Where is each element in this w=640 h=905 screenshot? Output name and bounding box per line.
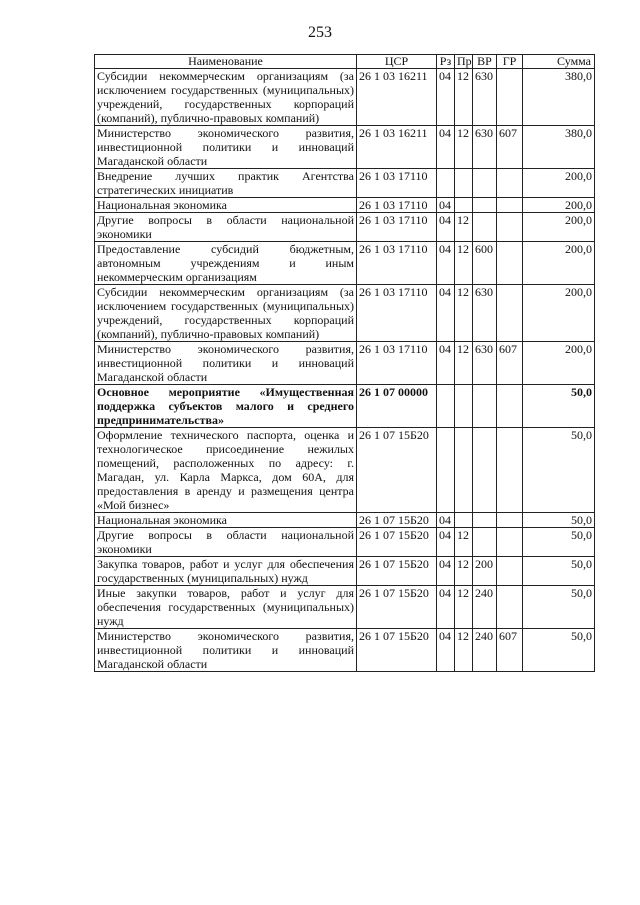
cell-csr: 26 1 03 17110 <box>357 342 437 385</box>
cell-rz: 04 <box>437 242 455 285</box>
cell-gr <box>497 213 523 242</box>
cell-pr: 12 <box>455 629 473 672</box>
cell-rz: 04 <box>437 586 455 629</box>
cell-csr: 26 1 03 17110 <box>357 198 437 213</box>
cell-name: Основное мероприятие «Имущественная поддержка субъектов малого и среднего предпринимательства» <box>95 385 357 428</box>
cell-vr: 240 <box>473 586 497 629</box>
cell-pr: 12 <box>455 242 473 285</box>
cell-csr: 26 1 07 15Б20 <box>357 586 437 629</box>
table-row <box>95 169 595 198</box>
cell-pr: 12 <box>455 586 473 629</box>
cell-rz: 04 <box>437 629 455 672</box>
cell-name: Иные закупки товаров, работ и услуг для обеспечения государственных (муниципальных) нужд <box>95 586 357 629</box>
cell-vr: 200 <box>473 557 497 586</box>
cell-rz: 04 <box>437 528 455 557</box>
cell-sum: 50,0 <box>523 428 595 513</box>
cell-gr <box>497 285 523 342</box>
cell-gr: 607 <box>497 342 523 385</box>
table-row <box>95 242 595 285</box>
cell-pr: 12 <box>455 69 473 126</box>
cell-sum: 50,0 <box>523 629 595 672</box>
cell-pr <box>455 385 473 428</box>
budget-table <box>94 54 595 672</box>
cell-vr: 630 <box>473 285 497 342</box>
cell-sum: 50,0 <box>523 513 595 528</box>
cell-csr: 26 1 03 17110 <box>357 213 437 242</box>
header-csr: ЦСР <box>357 55 437 69</box>
cell-vr: 630 <box>473 126 497 169</box>
cell-pr: 12 <box>455 126 473 169</box>
cell-vr: 630 <box>473 69 497 126</box>
cell-rz: 04 <box>437 285 455 342</box>
cell-name: Внедрение лучших практик Агентства стратегических инициатив <box>95 169 357 198</box>
cell-pr <box>455 169 473 198</box>
cell-pr <box>455 428 473 513</box>
cell-vr: 240 <box>473 629 497 672</box>
cell-vr: 600 <box>473 242 497 285</box>
table-row <box>95 629 595 672</box>
table-row <box>95 69 595 126</box>
cell-name: Министерство экономического развития, инвестиционной политики и инноваций Магаданской области <box>95 629 357 672</box>
cell-rz <box>437 169 455 198</box>
cell-rz: 04 <box>437 126 455 169</box>
cell-sum: 200,0 <box>523 169 595 198</box>
cell-sum: 200,0 <box>523 342 595 385</box>
cell-name: Министерство экономического развития, инвестиционной политики и инноваций Магаданской области <box>95 342 357 385</box>
cell-vr <box>473 385 497 428</box>
cell-sum: 50,0 <box>523 385 595 428</box>
table-row <box>95 198 595 213</box>
cell-pr: 12 <box>455 557 473 586</box>
cell-name: Предоставление субсидий бюджетным, автономным учреждениям и иным некоммерческим организациям <box>95 242 357 285</box>
table-row <box>95 285 595 342</box>
cell-gr <box>497 557 523 586</box>
header-sum: Сумма <box>523 55 595 69</box>
cell-pr: 12 <box>455 285 473 342</box>
table-row <box>95 342 595 385</box>
cell-sum: 200,0 <box>523 213 595 242</box>
cell-gr <box>497 198 523 213</box>
cell-rz: 04 <box>437 213 455 242</box>
cell-sum: 200,0 <box>523 285 595 342</box>
cell-rz: 04 <box>437 69 455 126</box>
table-row <box>95 428 595 513</box>
cell-sum: 200,0 <box>523 242 595 285</box>
cell-csr: 26 1 03 17110 <box>357 242 437 285</box>
cell-name: Национальная экономика <box>95 513 357 528</box>
table-row <box>95 513 595 528</box>
cell-sum: 380,0 <box>523 126 595 169</box>
cell-rz <box>437 428 455 513</box>
table-header-row <box>95 55 595 69</box>
cell-sum: 50,0 <box>523 586 595 629</box>
cell-csr: 26 1 03 17110 <box>357 169 437 198</box>
table-row <box>95 586 595 629</box>
cell-vr <box>473 213 497 242</box>
cell-pr: 12 <box>455 528 473 557</box>
table-body <box>95 69 595 672</box>
cell-rz: 04 <box>437 557 455 586</box>
cell-gr <box>497 169 523 198</box>
cell-gr <box>497 528 523 557</box>
table-row <box>95 213 595 242</box>
cell-csr: 26 1 07 15Б20 <box>357 557 437 586</box>
cell-gr <box>497 513 523 528</box>
cell-vr <box>473 428 497 513</box>
cell-rz: 04 <box>437 513 455 528</box>
cell-gr <box>497 242 523 285</box>
cell-csr: 26 1 03 17110 <box>357 285 437 342</box>
cell-gr <box>497 69 523 126</box>
table-row <box>95 557 595 586</box>
cell-vr <box>473 513 497 528</box>
header-name: Наименование <box>95 55 357 69</box>
cell-csr: 26 1 07 00000 <box>357 385 437 428</box>
table-row <box>95 528 595 557</box>
cell-csr: 26 1 07 15Б20 <box>357 428 437 513</box>
cell-name: Оформление технического паспорта, оценка и технологическое присоединение нежилых помещений, расположенных по адресу: г. Магадан, ул. Карла Маркса, дом 60А, для предоставления в аренду и размещения центра «Мой бизнес» <box>95 428 357 513</box>
cell-name: Министерство экономического развития, инвестиционной политики и инноваций Магаданской области <box>95 126 357 169</box>
cell-name: Субсидии некоммерческим организациям (за исключением государственных (муниципальных) учреждений, государственных корпораций (компаний), публично-правовых компаний) <box>95 285 357 342</box>
cell-name: Закупка товаров, работ и услуг для обеспечения государственных (муниципальных) нужд <box>95 557 357 586</box>
cell-vr <box>473 528 497 557</box>
header-vr: ВР <box>473 55 497 69</box>
cell-csr: 26 1 07 15Б20 <box>357 513 437 528</box>
cell-sum: 50,0 <box>523 528 595 557</box>
cell-csr: 26 1 07 15Б20 <box>357 528 437 557</box>
cell-gr <box>497 428 523 513</box>
cell-rz <box>437 385 455 428</box>
cell-sum: 380,0 <box>523 69 595 126</box>
cell-gr <box>497 586 523 629</box>
cell-vr: 630 <box>473 342 497 385</box>
page-number: 253 <box>308 24 332 41</box>
cell-pr: 12 <box>455 213 473 242</box>
cell-pr: 12 <box>455 342 473 385</box>
cell-vr <box>473 169 497 198</box>
cell-sum: 200,0 <box>523 198 595 213</box>
cell-rz: 04 <box>437 198 455 213</box>
header-gr: ГР <box>497 55 523 69</box>
cell-name: Национальная экономика <box>95 198 357 213</box>
header-rz: Рз <box>437 55 455 69</box>
cell-csr: 26 1 03 16211 <box>357 126 437 169</box>
cell-sum: 50,0 <box>523 557 595 586</box>
table-row <box>95 385 595 428</box>
header-pr: Пр <box>455 55 473 69</box>
cell-name: Субсидии некоммерческим организациям (за исключением государственных (муниципальных) учреждений, государственных корпораций (компаний), публично-правовых компаний) <box>95 69 357 126</box>
cell-gr <box>497 385 523 428</box>
cell-gr: 607 <box>497 126 523 169</box>
table-row <box>95 126 595 169</box>
cell-name: Другие вопросы в области национальной экономики <box>95 213 357 242</box>
cell-rz: 04 <box>437 342 455 385</box>
cell-csr: 26 1 07 15Б20 <box>357 629 437 672</box>
cell-csr: 26 1 03 16211 <box>357 69 437 126</box>
cell-pr <box>455 513 473 528</box>
cell-vr <box>473 198 497 213</box>
cell-name: Другие вопросы в области национальной экономики <box>95 528 357 557</box>
cell-pr <box>455 198 473 213</box>
cell-gr: 607 <box>497 629 523 672</box>
